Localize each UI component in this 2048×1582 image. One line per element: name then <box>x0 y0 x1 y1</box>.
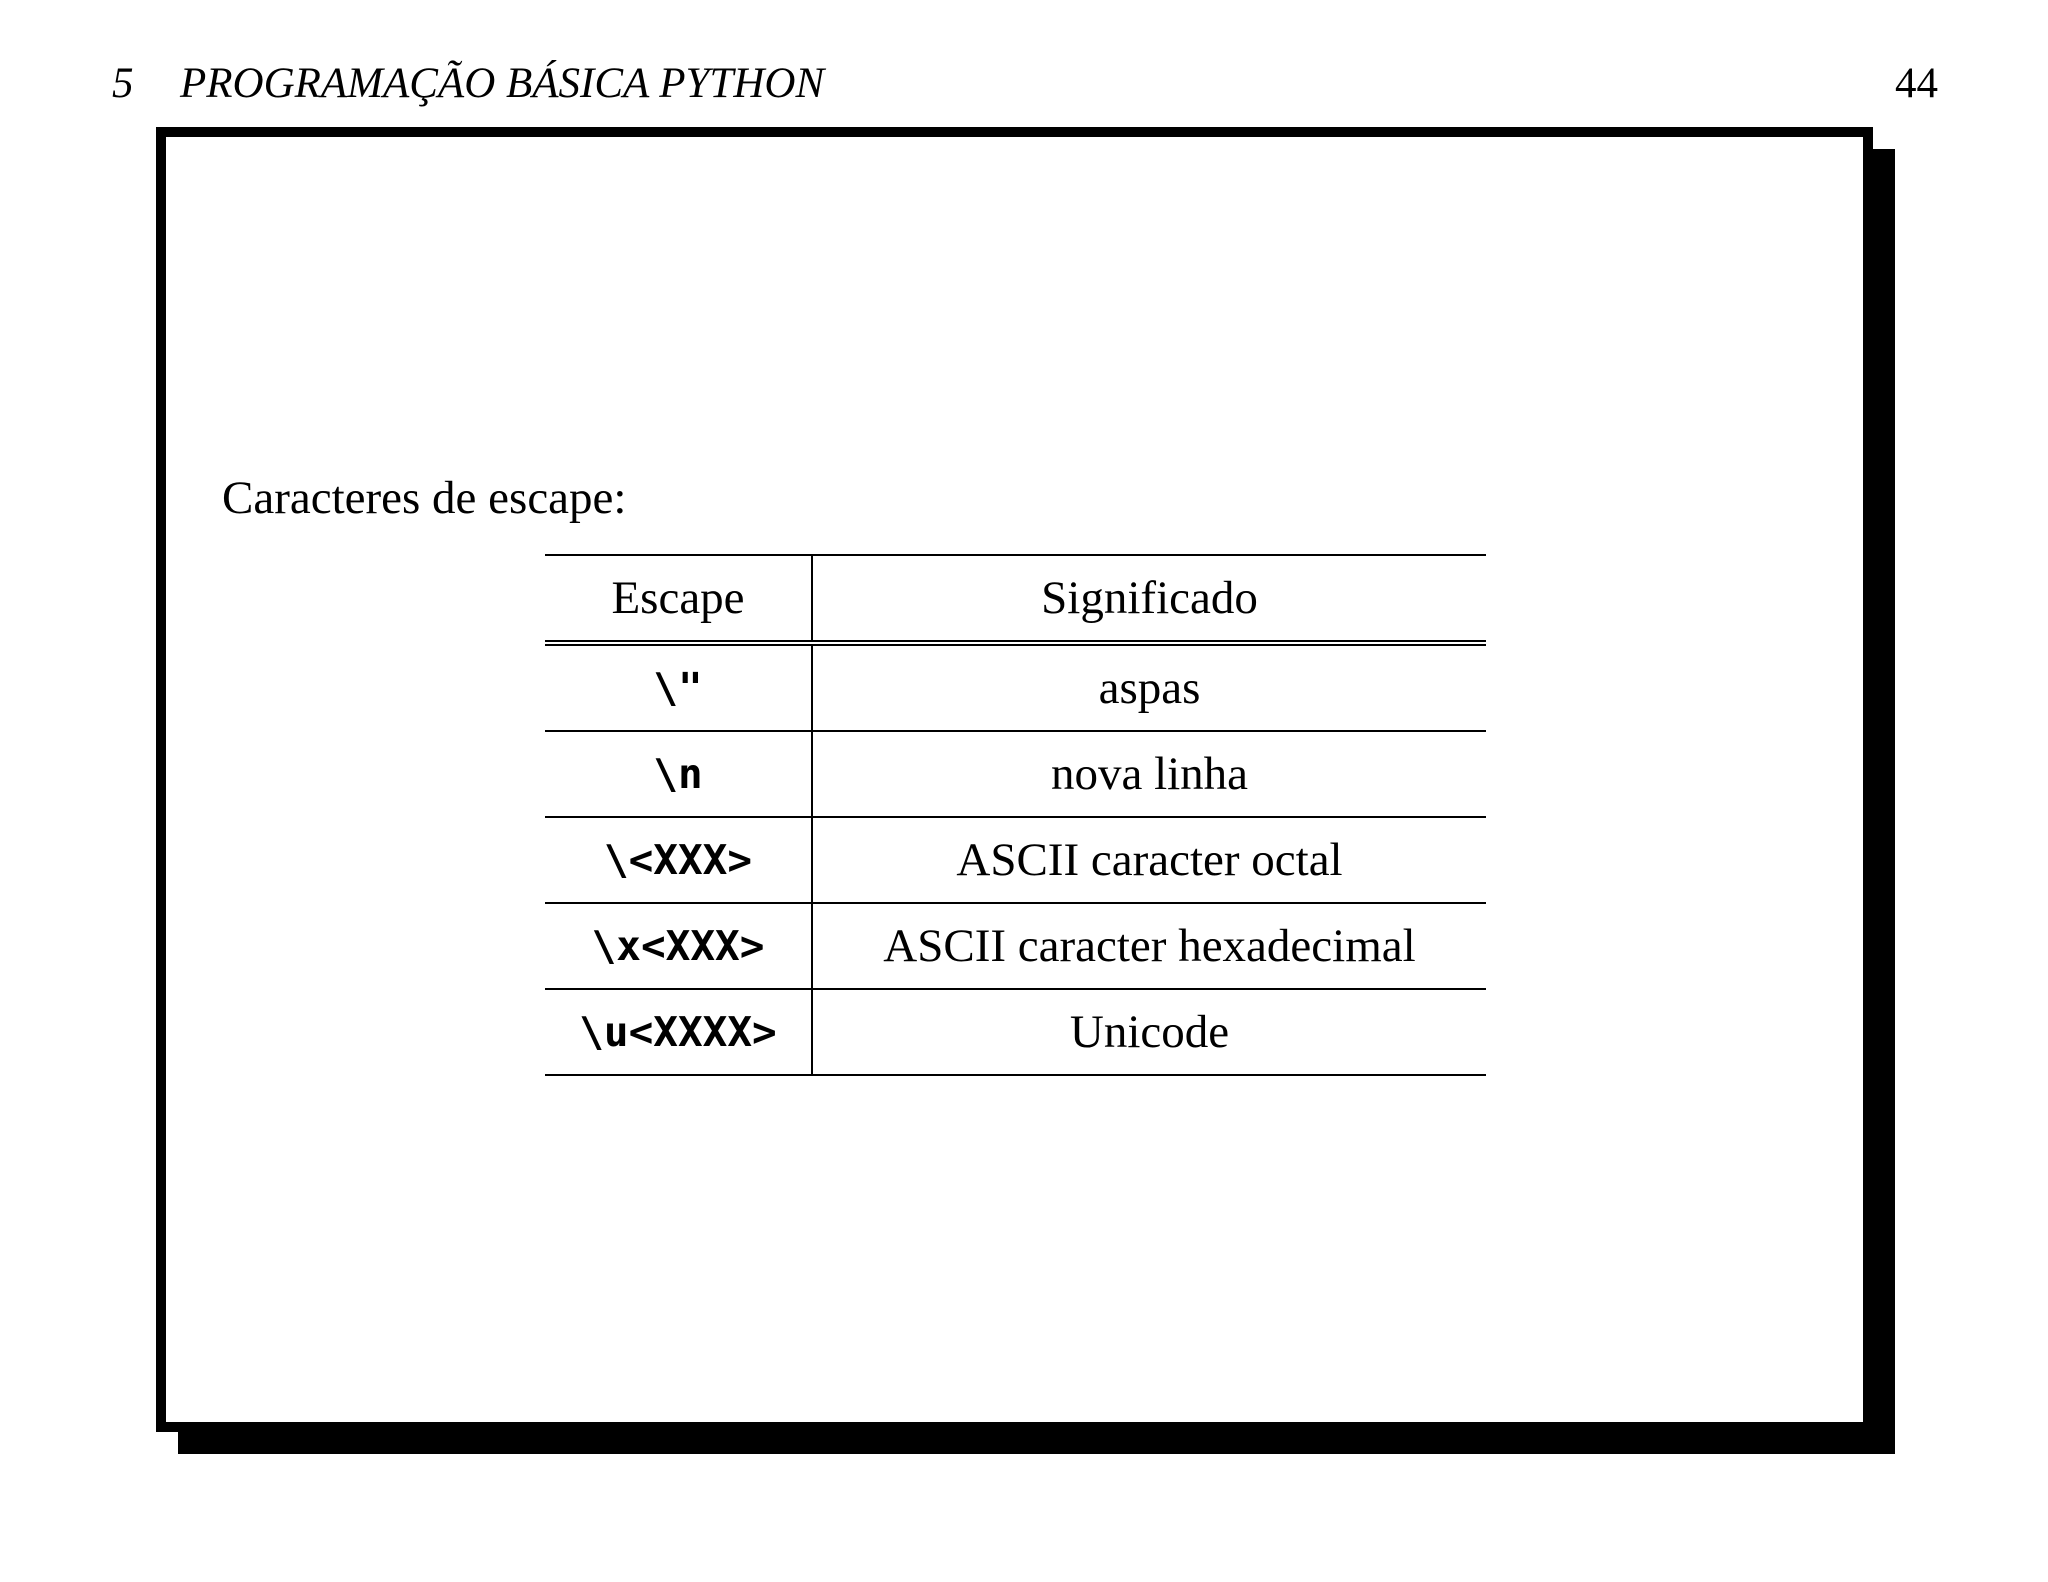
escape-code-cell: \" <box>545 643 812 731</box>
escape-code-cell: \x<XXX> <box>545 903 812 989</box>
slide-intro-text: Caracteres de escape: <box>222 472 627 524</box>
table-row <box>545 989 1486 1075</box>
table-header-row <box>545 555 1486 643</box>
escape-characters-table <box>545 554 1486 1076</box>
chapter-title <box>112 56 824 112</box>
meaning-cell: ASCII caracter octal <box>812 817 1486 903</box>
table-row <box>545 731 1486 817</box>
meaning-cell: Unicode <box>812 989 1486 1075</box>
running-head <box>112 56 1938 112</box>
meaning-cell: nova linha <box>812 731 1486 817</box>
escape-code-cell: \n <box>545 731 812 817</box>
table-row <box>545 643 1486 731</box>
header-escape: Escape <box>545 555 812 643</box>
page-number: 44 <box>1895 60 1938 107</box>
header-meaning: Significado <box>812 555 1486 643</box>
table-row <box>545 817 1486 903</box>
chapter-number: 5 <box>112 60 134 107</box>
meaning-cell: ASCII caracter hexadecimal <box>812 903 1486 989</box>
escape-code-cell: \<XXX> <box>545 817 812 903</box>
table-row <box>545 903 1486 989</box>
escape-code-cell: \u<XXXX> <box>545 989 812 1075</box>
chapter-title-text: PROGRAMAÇÃO BÁSICA PYTHON <box>180 60 825 107</box>
meaning-cell: aspas <box>812 643 1486 731</box>
